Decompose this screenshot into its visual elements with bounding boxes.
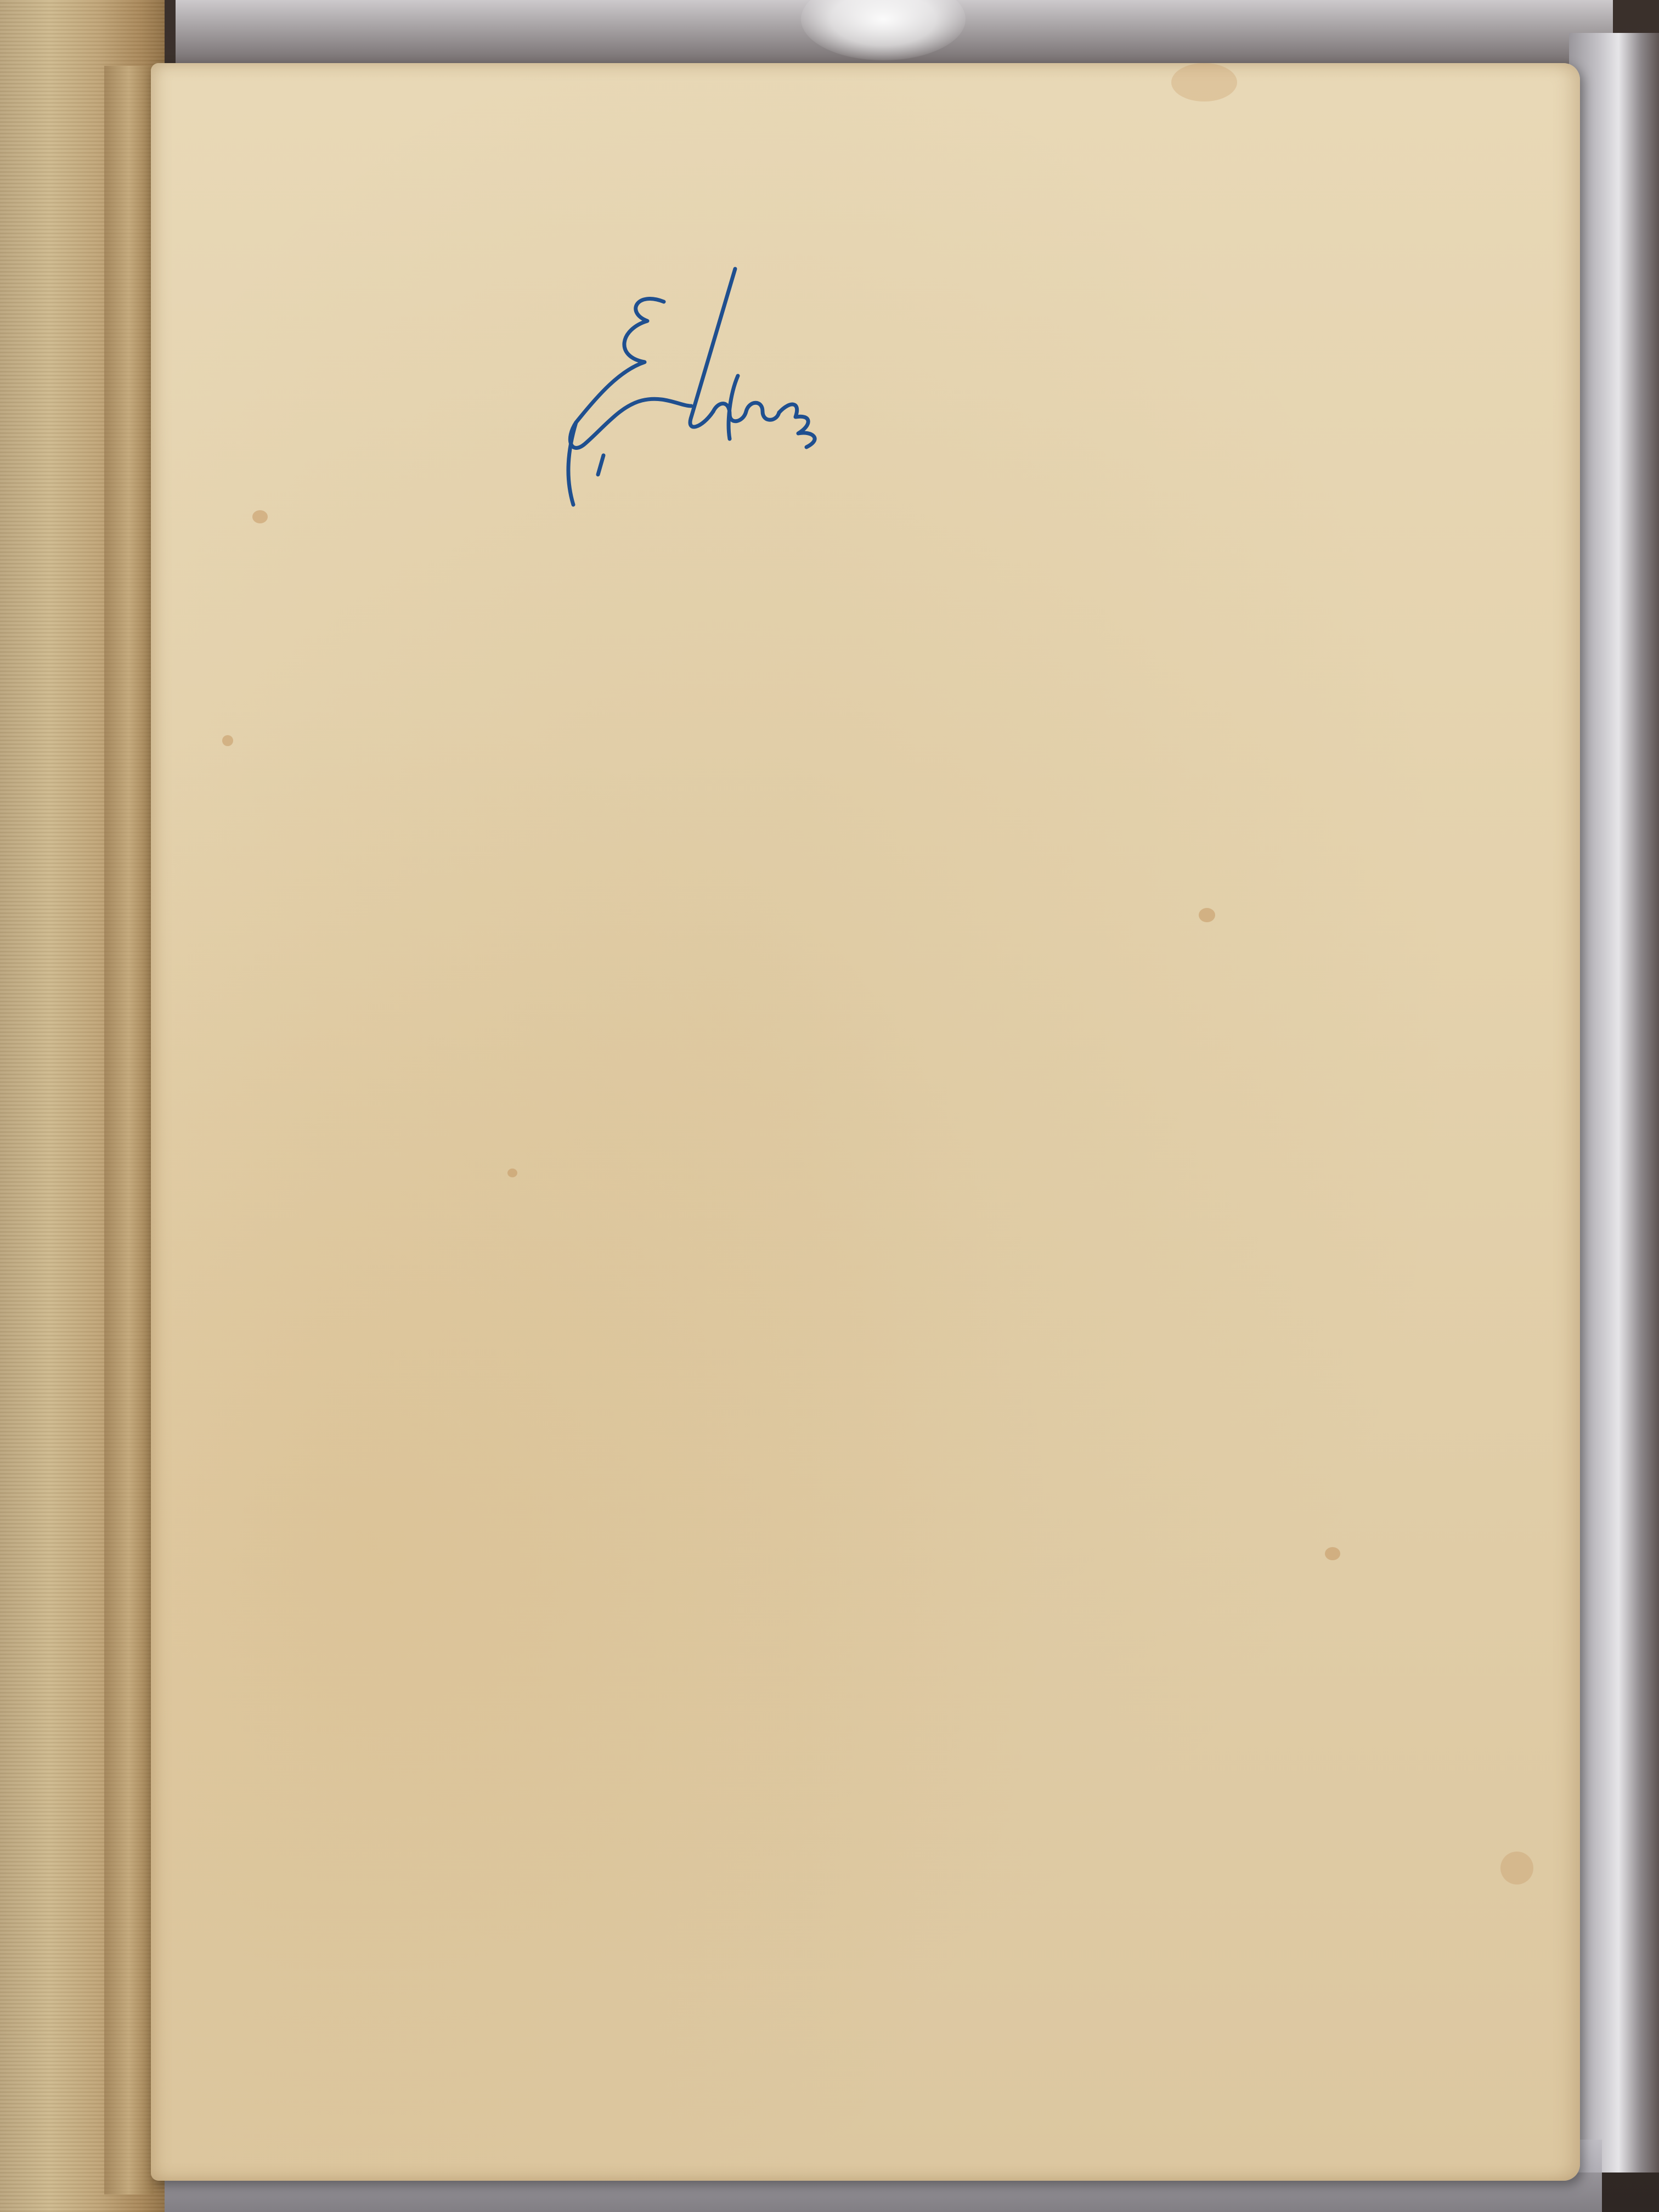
book-page [151, 63, 1580, 2181]
foxing-spot [1171, 63, 1237, 101]
ink-signature [554, 258, 839, 532]
foxing-spot [252, 510, 268, 523]
foxing-spot [507, 1169, 517, 1177]
acrylic-stand-right [1569, 33, 1659, 2172]
foxing-spot [1325, 1547, 1340, 1560]
foxing-spot [1199, 908, 1215, 922]
book-hinge [104, 66, 154, 2194]
foxing-spot [222, 735, 233, 746]
foxing-spot [1500, 1852, 1533, 1884]
